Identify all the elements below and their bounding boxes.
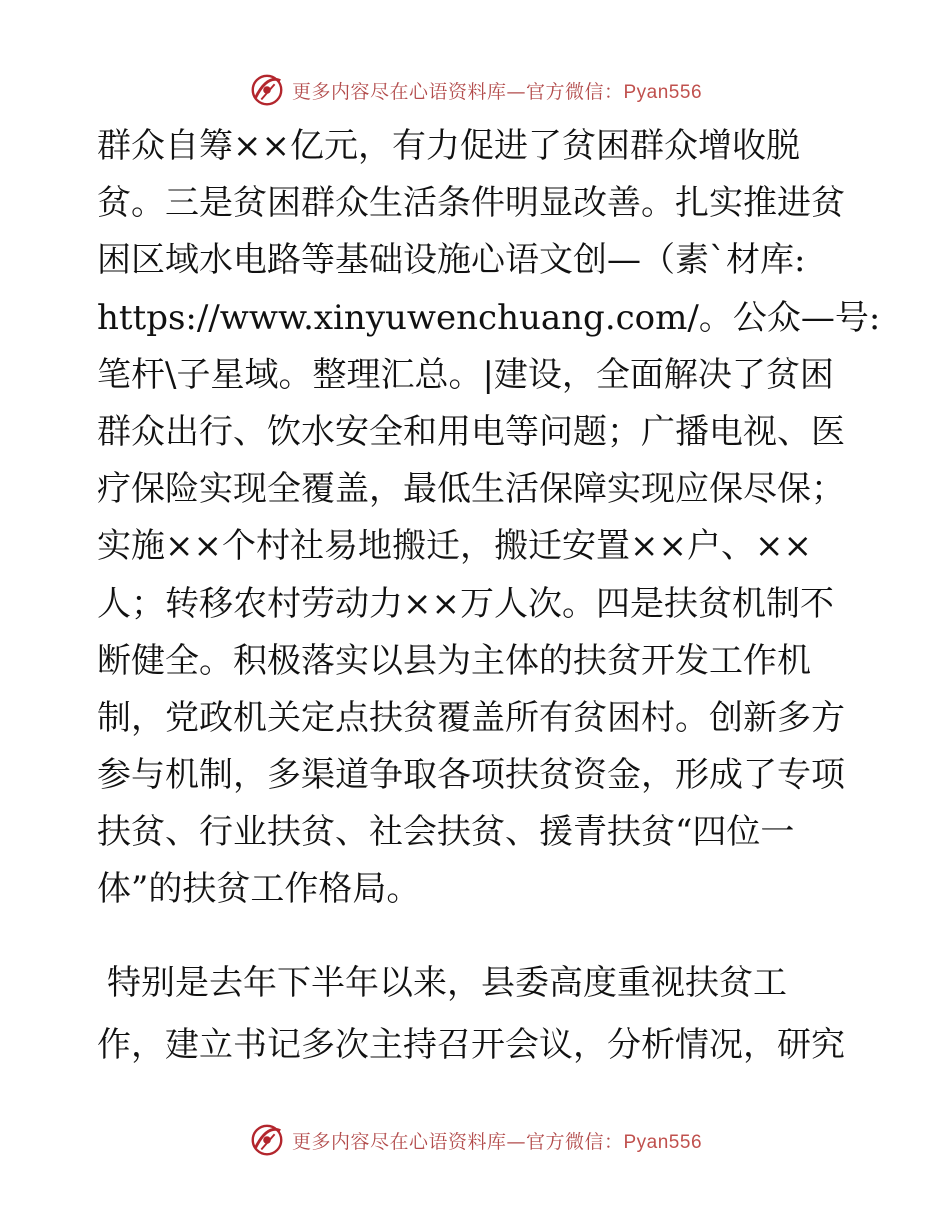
footer-banner-label: 更多内容尽在心语资料库—官方微信： — [291, 1130, 624, 1153]
text-line: 群众出行、饮水安全和用电等问题；广播电视、医 — [97, 411, 845, 452]
header-banner — [0, 70, 950, 110]
footer-banner — [0, 1120, 950, 1160]
text-line: 断健全。积极落实以县为主体的扶贫开发工作机 — [97, 640, 811, 681]
text-line: https://www.xinyuwenchuang.com/。公众—号: — [97, 297, 881, 338]
text-line: 体”的扶贫工作格局。 — [97, 869, 421, 910]
paragraph-second — [97, 952, 857, 1076]
text-line: 贫。三是贫困群众生活条件明显改善。扎实推进贫 — [97, 183, 845, 224]
footer-banner-text — [292, 1127, 702, 1154]
logo-icon — [248, 71, 286, 109]
text-line: 疗保险实现全覆盖，最低生活保障实现应保尽保； — [97, 469, 845, 510]
text-line: 人；转移农村劳动力××万人次。四是扶贫机制不 — [97, 583, 834, 624]
text-line: 实施××个村社易地搬迁，搬迁安置××户、×× — [97, 526, 812, 567]
header-wechat-id: Pyan556 — [623, 81, 703, 103]
header-banner-text — [292, 77, 702, 104]
text-line: 困区域水电路等基础设施心语文创—（素`材库: — [97, 240, 806, 281]
logo-icon — [248, 1121, 286, 1159]
footer-wechat-id: Pyan556 — [623, 1131, 703, 1153]
text-line: 参与机制，多渠道争取各项扶贫资金，形成了专项 — [97, 755, 845, 796]
text-line: 群众自筹××亿元，有力促进了贫困群众增收脱 — [97, 126, 800, 166]
text-line: 作，建立书记多次主持召开会议，分析情况，研究 — [97, 1025, 845, 1065]
paragraph-main — [97, 118, 881, 919]
text-line: 扶贫、行业扶贫、社会扶贫、援青扶贫“四位一 — [97, 812, 795, 853]
text-line: 笔杆\子星域。整理汇总。|建设，全面解决了贫困 — [97, 354, 834, 395]
header-banner-label: 更多内容尽在心语资料库—官方微信： — [291, 80, 624, 103]
text-line: 特别是去年下半年以来，县委高度重视扶贫工 — [107, 963, 787, 1003]
text-line: 制，党政机关定点扶贫覆盖所有贫困村。创新多方 — [97, 697, 845, 738]
